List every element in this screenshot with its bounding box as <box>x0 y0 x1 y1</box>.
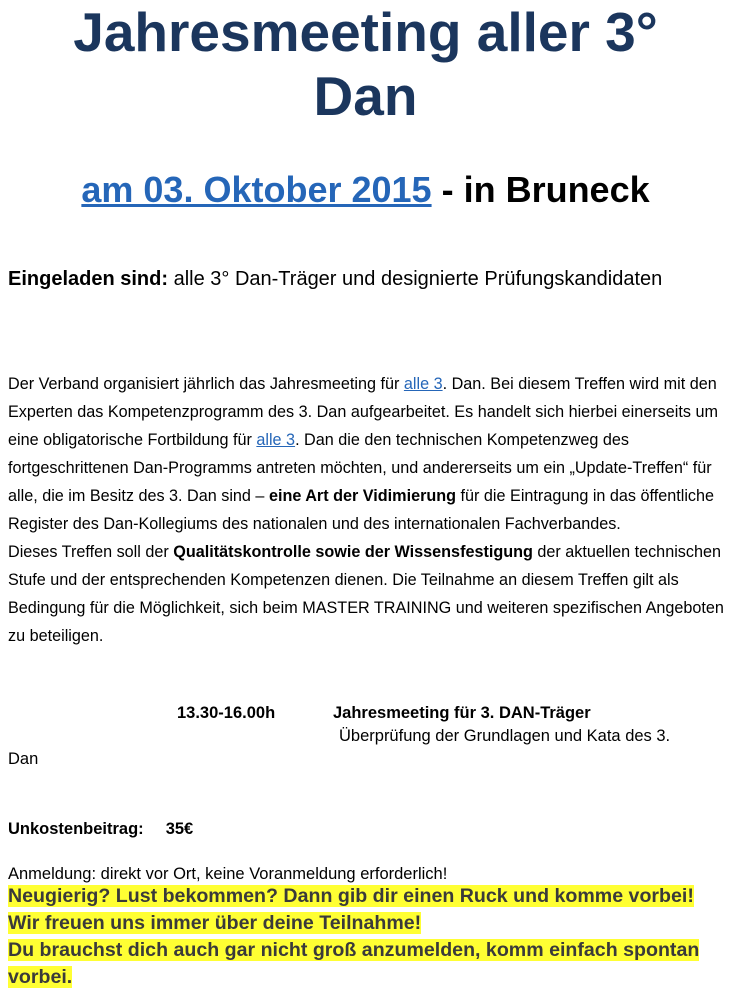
highlight-block <box>8 883 723 991</box>
description-text-segment: . Dan die den technischen Kompetenzweg des fortgeschrittenen Dan-Programms antreten möchten, und andererseits um ein „Update-Treffen“ für alle, die im Besitz des 3. Dan sind – <box>8 431 712 505</box>
schedule-description: Überprüfung der Grundlagen und Kata des 3. <box>339 727 671 745</box>
highlight-line-2: Du brauchst dich auch gar nicht groß anzumelden, komm einfach spontan vorbei. <box>8 939 700 988</box>
event-subtitle <box>0 168 731 212</box>
invited-label: Eingeladen sind: <box>8 268 169 290</box>
alle-3-link-1[interactable]: alle 3 <box>403 375 443 393</box>
fee-value: 35€ <box>165 820 194 838</box>
description-text <box>8 370 728 650</box>
highlight-line-1: Neugierig? Lust bekommen? Dann gib dir einen Ruck und komme vorbei! Wir freuen uns immer über deine Teilnahme! <box>8 885 694 934</box>
page-title <box>0 0 731 128</box>
description-text-segment: der aktuellen technischen Stufe und der entsprechenden Kompetenzen dienen. Die Teilnahme an diesem Treffen gilt als Bedingung für die Möglichkeit, sich beim MASTER TRAINING und weiteren spezifischen Angeboten zu beteiligen. <box>8 543 724 645</box>
page-title-line1: Jahresmeeting aller 3° <box>73 1 658 63</box>
registration-note: Anmeldung: direkt vor Ort, keine Voranmeldung erforderlich! <box>8 865 448 883</box>
alle-3-link-2[interactable]: alle 3 <box>256 431 296 449</box>
page-title-line2: Dan <box>313 65 418 127</box>
description-text-segment: Der Verband organisiert jährlich das Jahresmeeting für <box>8 375 404 393</box>
schedule-description-end: Dan <box>8 750 39 768</box>
description-bold-quality: Qualitätskontrolle sowie der Wissensfestigung <box>173 543 533 561</box>
event-location: - in Bruneck <box>431 169 650 210</box>
description-bold-vidimierung: eine Art der Vidimierung <box>268 487 457 505</box>
invited-section <box>8 266 708 293</box>
description-text-segment: Dieses Treffen soll der <box>8 543 174 561</box>
schedule-time: 13.30-16.00h <box>177 704 276 722</box>
description-text-segment: für die Eintragung in das öffentliche Register des Dan-Kollegiums des nationalen und des internationalen Fachverbandes. <box>8 487 715 533</box>
event-date-link[interactable]: am 03. Oktober 2015 <box>81 169 432 210</box>
fee-label: Unkostenbeitrag: <box>8 820 144 838</box>
fee-line <box>8 816 193 842</box>
invited-text: alle 3° Dan-Träger und designierte Prüfungskandidaten <box>168 268 663 290</box>
description-text-segment: . Dan. Bei diesem Treffen wird mit den Experten das Kompetenzprogramm des 3. Dan aufgearbeitet. Es handelt sich hierbei einerseits um eine obligatorische Fortbildung für <box>8 375 718 449</box>
schedule-title: Jahresmeeting für 3. DAN-Träger <box>333 704 591 722</box>
